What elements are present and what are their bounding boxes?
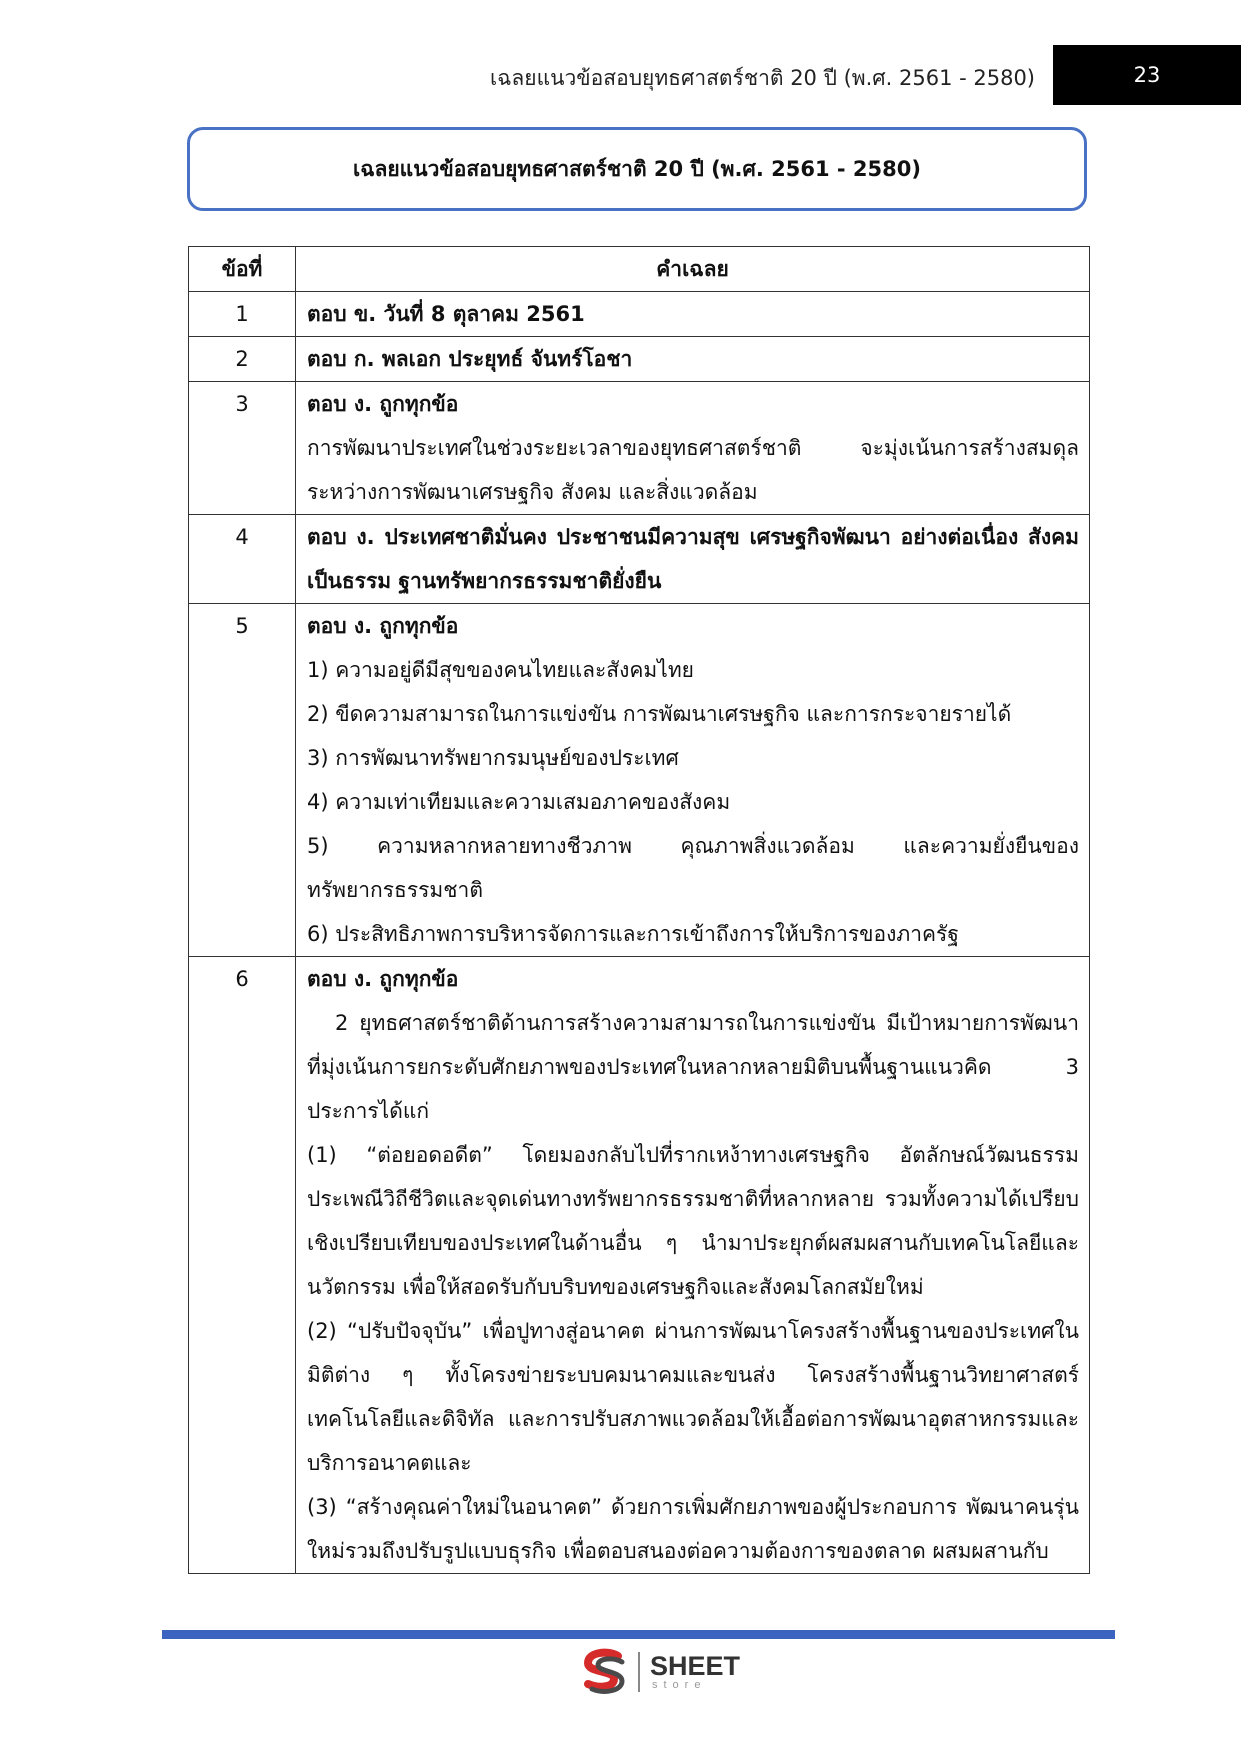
logo-text <box>650 1653 740 1691</box>
answer-explanation: 2 ยุทธศาสตร์ชาติด้านการสร้างความสามารถในการแข่งขัน มีเป้าหมายการพัฒนาที่มุ่งเน้นการยกระดับศักยภาพของประเทศในหลากหลายมิติบนพื้นฐานแนวคิด 3 ประการได้แก่ <box>307 1011 1079 1123</box>
answer-list-item: 5) ความหลากหลายทางชีวภาพ คุณภาพสิ่งแวดล้อม และความยั่งยืนของทรัพยากรธรรมชาติ <box>307 834 1079 902</box>
table-row <box>189 292 1090 337</box>
document-title: เฉลยแนวข้อสอบยุทธศาสตร์ชาติ 20 ปี (พ.ศ. 2561 - 2580) <box>353 156 921 181</box>
question-number: 3 <box>189 382 296 515</box>
logo-divider <box>638 1652 640 1692</box>
question-number: 5 <box>189 604 296 957</box>
footer-logo <box>578 1648 740 1696</box>
answer-lead: ตอบ ก. พลเอก ประยุทธ์ จันทร์โอชา <box>307 347 633 371</box>
answer-list-item: (3) “สร้างคุณค่าใหม่ในอนาคต” ด้วยการเพิ่มศักยภาพของผู้ประกอบการ พัฒนาคนรุ่นใหม่รวมถึงปรับรูปแบบธุรกิจ เพื่อตอบสนองต่อความต้องการของตลาด ผสมผสานกับ <box>307 1495 1079 1563</box>
answer-lead: ตอบ ง. ถูกทุกข้อ <box>307 392 459 416</box>
table-header-row <box>189 247 1090 292</box>
answer-lead: ตอบ ง. ถูกทุกข้อ <box>307 614 459 638</box>
table-row <box>189 337 1090 382</box>
answer-cell <box>296 515 1090 604</box>
answer-cell <box>296 604 1090 957</box>
running-header: เฉลยแนวข้อสอบยุทธศาสตร์ชาติ 20 ปี (พ.ศ. 2561 - 2580) <box>489 66 1035 90</box>
answer-list-item: 4) ความเท่าเทียมและความเสมอภาคของสังคม <box>307 790 731 814</box>
answer-list-item: 2) ขีดความสามารถในการแข่งขัน การพัฒนาเศรษฐกิจ และการกระจายรายได้ <box>307 702 1012 726</box>
question-number: 4 <box>189 515 296 604</box>
answer-lead: ตอบ ง. ประเทศชาติมั่นคง ประชาชนมีความสุข เศรษฐกิจพัฒนา อย่างต่อเนื่อง สังคมเป็นธรรม ฐานทรัพยากรธรรมชาติยั่งยืน <box>307 525 1079 593</box>
answer-cell <box>296 292 1090 337</box>
question-number: 6 <box>189 957 296 1574</box>
footer-rule <box>162 1630 1115 1639</box>
answer-cell <box>296 337 1090 382</box>
answer-lead: ตอบ ง. ถูกทุกข้อ <box>307 967 459 991</box>
answer-list-item: (1) “ต่อยอดอดีต” โดยมองกลับไปที่รากเหง้าทางเศรษฐกิจ อัตลักษณ์วัฒนธรรม ประเพณีวิถีชีวิตและจุดเด่นทางทรัพยากรธรรมชาติที่หลากหลาย รวมทั้งความได้เปรียบเชิงเปรียบเทียบของประเทศในด้านอื่น ๆ นำมาประยุกต์ผสมผสานกับเทคโนโลยีและนวัตกรรม เพื่อให้สอดรับกับบริบทของเศรษฐกิจและสังคมโลกสมัยใหม่ <box>307 1143 1079 1299</box>
answer-cell <box>296 957 1090 1574</box>
answer-table <box>188 246 1090 1574</box>
table-row <box>189 382 1090 515</box>
page-number: 23 <box>1053 45 1241 105</box>
logo-wordmark: SHEET <box>650 1651 741 1681</box>
question-number: 2 <box>189 337 296 382</box>
answer-lead: ตอบ ข. วันที่ 8 ตุลาคม 2561 <box>307 302 585 326</box>
answer-list-item: (2) “ปรับปัจจุบัน” เพื่อปูทางสู่อนาคต ผ่านการพัฒนาโครงสร้างพื้นฐานของประเทศในมิติต่าง ๆ ทั้งโครงข่ายระบบคมนาคมและขนส่ง โครงสร้างพื้นฐานวิทยาศาสตร์เทคโนโลยีและดิจิทัล และการปรับสภาพแวดล้อมให้เอื้อต่อการพัฒนาอุตสาหกรรมและบริการอนาคตและ <box>307 1319 1079 1475</box>
table-row <box>189 515 1090 604</box>
document-title-box <box>187 127 1087 211</box>
answer-explanation: การพัฒนาประเทศในช่วงระยะเวลาของยุทธศาสตร์ชาติ จะมุ่งเน้นการสร้างสมดุลระหว่างการพัฒนาเศรษฐกิจ สังคม และสิ่งแวดล้อม <box>307 436 1079 504</box>
sheet-store-logo-icon <box>578 1648 628 1696</box>
column-header-number: ข้อที่ <box>189 247 296 292</box>
table-row <box>189 957 1090 1574</box>
answer-cell <box>296 382 1090 515</box>
table-row <box>189 604 1090 957</box>
answer-list-item: 3) การพัฒนาทรัพยากรมนุษย์ของประเทศ <box>307 746 679 770</box>
answer-list-item: 1) ความอยู่ดีมีสุขของคนไทยและสังคมไทย <box>307 658 694 682</box>
column-header-answer: คำเฉลย <box>296 247 1090 292</box>
question-number: 1 <box>189 292 296 337</box>
logo-subtext: store <box>652 1679 707 1691</box>
answer-list-item: 6) ประสิทธิภาพการบริหารจัดการและการเข้าถึงการให้บริการของภาครัฐ <box>307 922 959 946</box>
